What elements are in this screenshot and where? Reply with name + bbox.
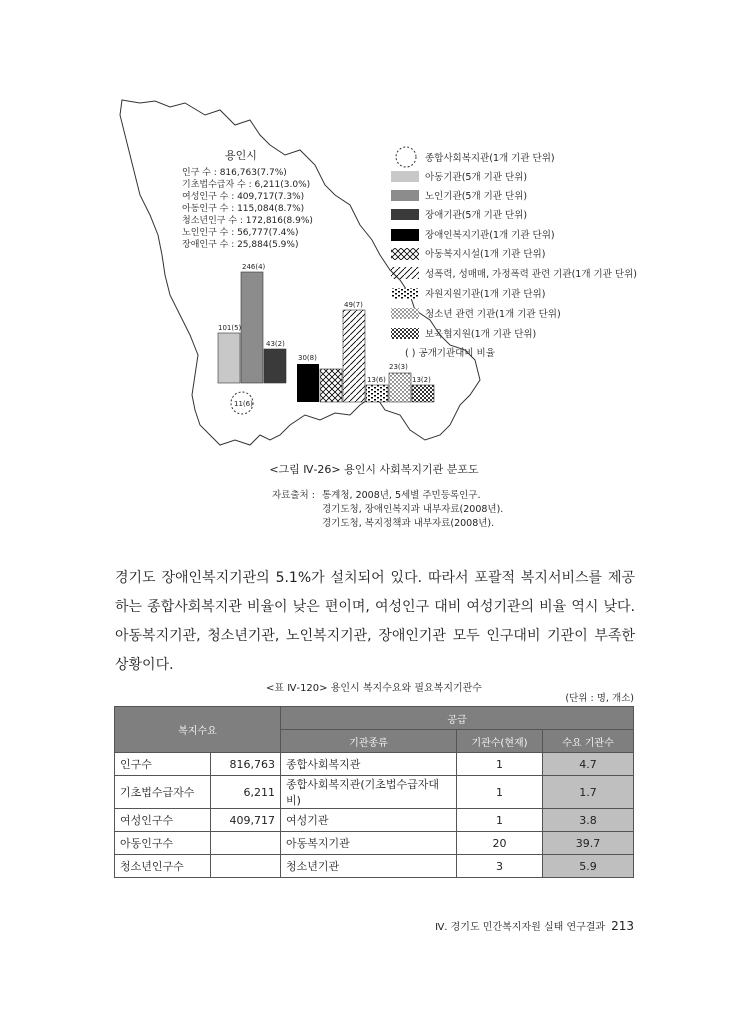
page-footer: [435, 918, 634, 933]
cell-demand-value: 409,717: [211, 809, 281, 832]
figure-caption: <그림 Ⅳ-26> 용인시 사회복지기관 분포도: [269, 463, 479, 476]
legend-label: 청소년 관련 기관(1개 기관 단위): [425, 309, 561, 320]
source-line: 통계청, 2008년, 5세별 주민등록인구.: [322, 490, 481, 501]
region-stat-line: 노인인구 수 : 56,777(7.4%): [182, 228, 299, 238]
legend-swatch-diag: [391, 267, 419, 279]
legend-label: 장애인복지기관(1개 기관 단위): [425, 230, 555, 241]
bar-violence-related: [343, 310, 365, 402]
cell-demand-value: 816,763: [211, 753, 281, 776]
cell-demand-value: [211, 832, 281, 855]
cell-needed: 39.7: [543, 832, 634, 855]
cell-demand-name: 청소년인구수: [115, 855, 211, 878]
table-unit: (단위 : 명, 개소): [565, 693, 634, 704]
region-name: 용인시: [225, 149, 257, 162]
table-row: [115, 753, 634, 776]
bar-disability-welfare: [297, 364, 319, 402]
table-row: [115, 832, 634, 855]
bar-label: 13(6): [367, 376, 386, 384]
cell-type: 아동복지기관: [281, 832, 457, 855]
bar-label: 101(5): [218, 324, 242, 332]
source-line: 경기도청, 장애인복지과 내부자료(2008년).: [322, 504, 504, 515]
cell-demand-value: 6,211: [211, 776, 281, 809]
cell-demand-name: 아동인구수: [115, 832, 211, 855]
cell-current: 1: [457, 753, 543, 776]
bar-child-facility: [218, 333, 240, 383]
table-row: [115, 809, 634, 832]
legend-swatch-check: [391, 328, 419, 339]
cell-type: 여성기관: [281, 809, 457, 832]
legend-swatch-circle: [396, 147, 416, 167]
footer-text: Ⅳ. 경기도 민간복지자원 실태 연구결과: [435, 922, 606, 933]
cell-type: 종합사회복지관: [281, 753, 457, 776]
cell-demand-name: 여성인구수: [115, 809, 211, 832]
source-line: 경기도청, 복지정책과 내부자료(2008년).: [322, 518, 495, 529]
cell-current: 1: [457, 809, 543, 832]
bar-label: 43(2): [266, 340, 285, 348]
cell-current: 20: [457, 832, 543, 855]
legend-label: 종합사회복지관(1개 기관 단위): [425, 153, 555, 164]
region-stat-line: 장애인구 수 : 25,884(5.9%): [182, 240, 299, 250]
table-row: [115, 855, 634, 878]
cell-needed: 1.7: [543, 776, 634, 809]
cell-demand-value: [211, 855, 281, 878]
body-paragraph: 경기도 장애인복지기관의 5.1%가 설치되어 있다. 따라서 포괄적 복지서비스를 제공하는 종합사회복지관 비율이 낮은 편이며, 여성인구 대비 여성기관의 비율 역시 낮다. 아동복지기관, 청소년기관, 노인복지기관, 장애인기관 모두 인구대비 기관이 부족한 상황이다.: [115, 570, 635, 673]
legend-swatch-cross: [391, 248, 419, 260]
district-map-figure: [110, 95, 650, 455]
welfare-demand-table: [114, 706, 634, 878]
cell-current: 1: [457, 776, 543, 809]
source-label: 자료출처 :: [272, 490, 315, 501]
legend-swatch-dots: [391, 308, 419, 319]
legend-label: 장애기관(5개 기관 단위): [425, 210, 528, 221]
bar-label: 246(4): [242, 263, 266, 271]
region-stat-line: 기초법수급자 수 : 6,211(3.0%): [182, 180, 311, 190]
legend-label: 자원지원기관(1개 기관 단위): [425, 289, 546, 300]
legend-label: 아동기관(5개 기관 단위): [425, 172, 528, 183]
legend-label: ( ) 공개기관대비 비율: [405, 348, 495, 359]
legend-swatch-light: [391, 171, 419, 182]
bar-child-welfare: [320, 369, 342, 402]
bar-label: 23(3): [389, 363, 408, 371]
header-needed-count: 수요 기관수: [543, 730, 634, 753]
legend-swatch-medium: [391, 190, 419, 201]
page-number: 213: [611, 919, 634, 933]
bar-childcare: [412, 385, 434, 402]
cell-demand-name: 인구수: [115, 753, 211, 776]
header-current-count: 기관수(현재): [457, 730, 543, 753]
legend-label: 노인기관(5개 기관 단위): [425, 191, 528, 202]
legend-swatch-black: [391, 229, 419, 241]
header-facility-type: 기관종류: [281, 730, 457, 753]
table-title: <표 Ⅳ-120> 용인시 복지수요와 필요복지기관수: [266, 683, 482, 694]
legend-label: 성폭력, 성매매, 가정폭력 관련 기관(1개 기관 단위): [425, 269, 637, 280]
bar-label: 13(2): [412, 376, 431, 384]
region-stat-line: 여성인구 수 : 409,717(7.3%): [182, 192, 305, 202]
header-supply: 공급: [281, 707, 634, 730]
bar-volunteer: [366, 385, 388, 402]
legend-label: 아동복지시설(1개 기관 단위): [425, 249, 546, 260]
region-stat-line: 아동인구 수 : 115,084(8.7%): [182, 204, 305, 214]
cell-needed: 5.9: [543, 855, 634, 878]
table-row: [115, 776, 634, 809]
legend-label: 보육협지원(1개 기관 단위): [425, 329, 537, 340]
cell-needed: 3.8: [543, 809, 634, 832]
legend-swatch-brick: [391, 288, 419, 299]
cell-needed: 4.7: [543, 753, 634, 776]
cell-demand-name: 기초법수급자수: [115, 776, 211, 809]
bar-youth: [389, 373, 411, 402]
region-stat-line: 인구 수 : 816,763(7.7%): [182, 168, 287, 178]
header-demand: 복지수요: [115, 707, 281, 753]
source-note: [272, 489, 503, 531]
region-stat-line: 청소년인구 수 : 172,816(8.9%): [182, 216, 313, 226]
circle-label: 11(6): [234, 400, 253, 408]
cell-type: 종합사회복지관(기초법수급자대비): [281, 776, 457, 809]
bar-label: 49(7): [344, 301, 363, 309]
bar-label: 30(8): [298, 354, 317, 362]
cell-type: 청소년기관: [281, 855, 457, 878]
bar-disability-facility: [264, 349, 286, 383]
bar-senior-facility: [241, 272, 263, 383]
legend-swatch-dark: [391, 209, 419, 220]
cell-current: 3: [457, 855, 543, 878]
